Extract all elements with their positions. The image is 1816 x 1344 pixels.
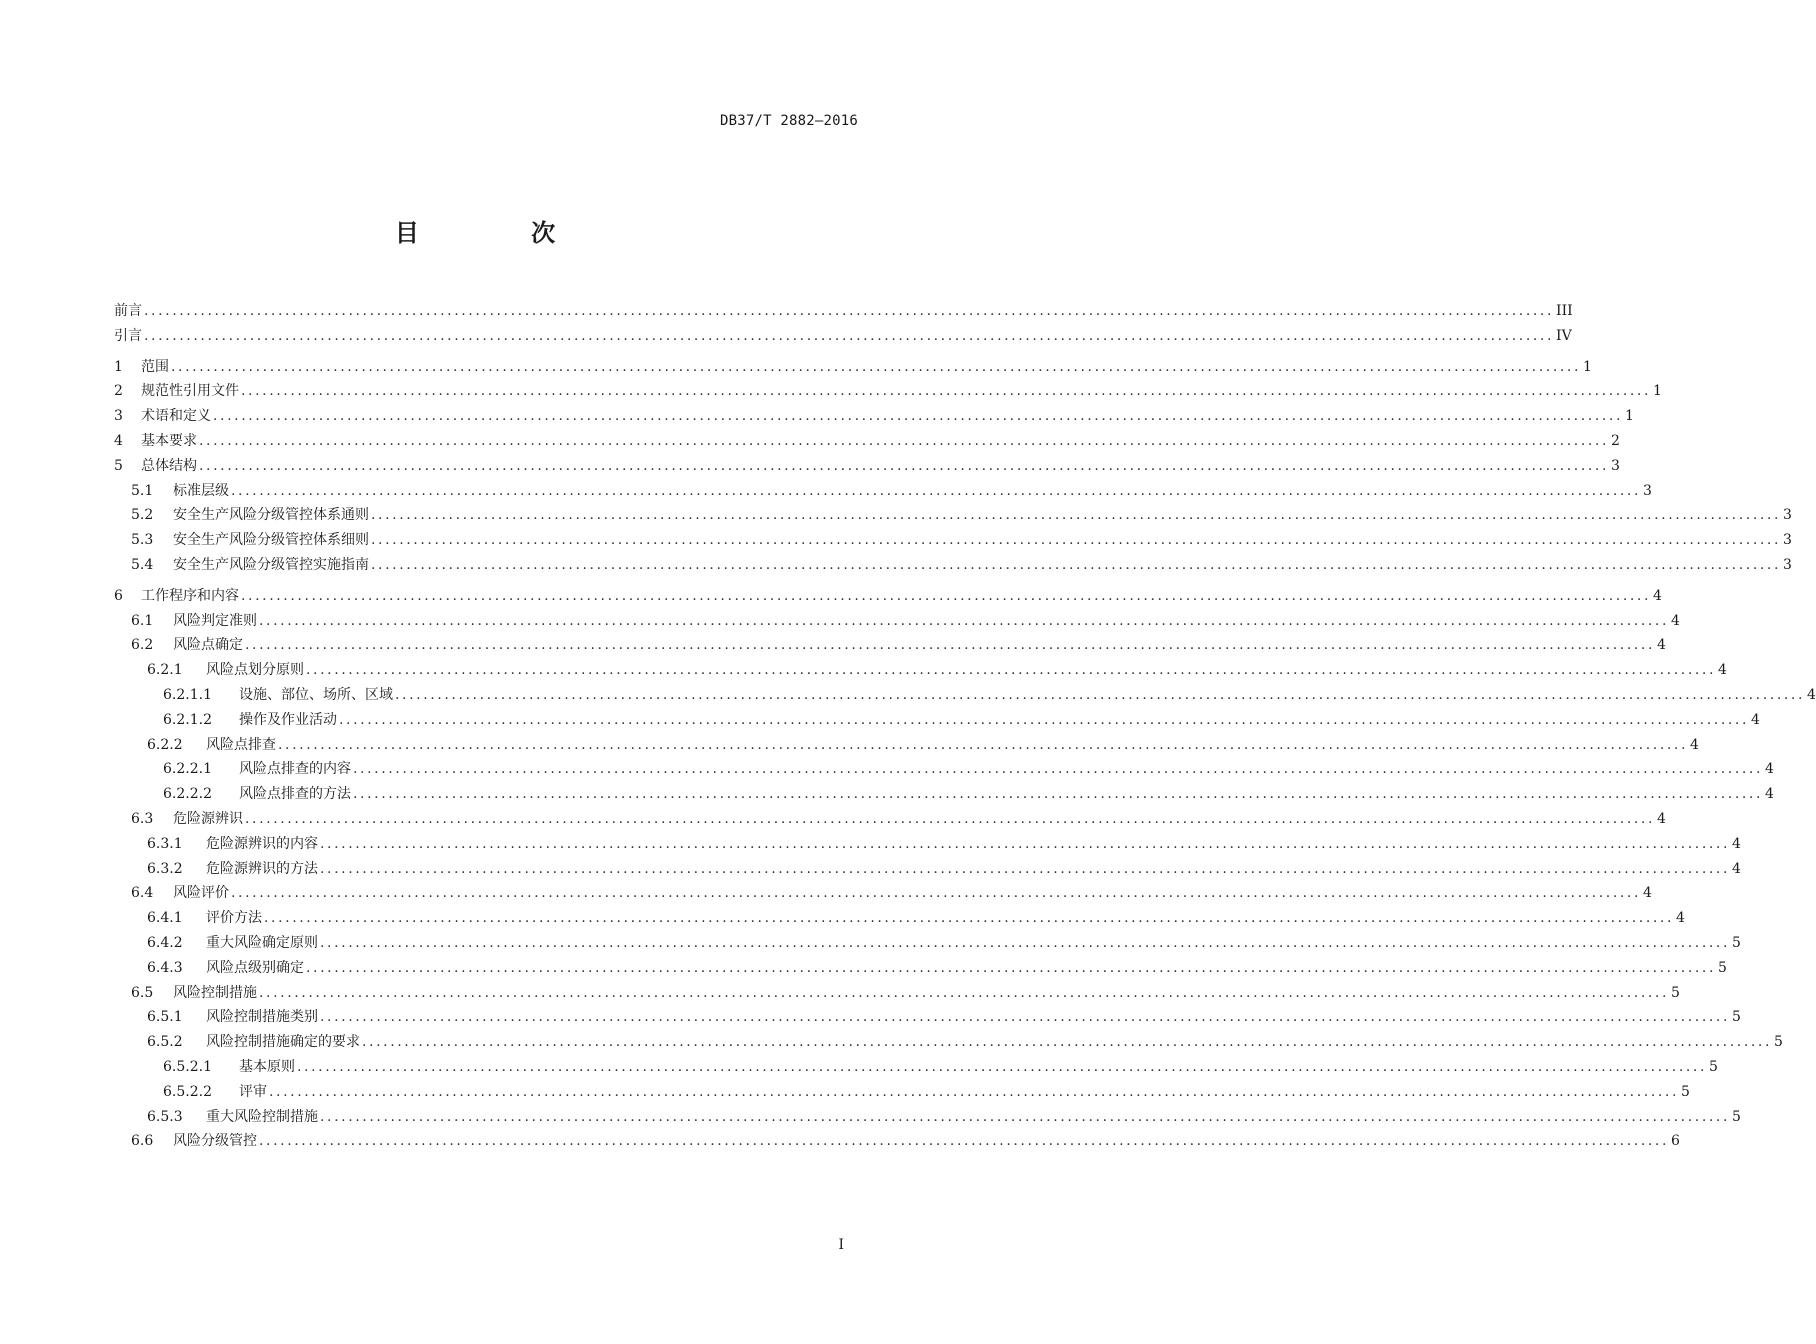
toc-dot-leader: ........................................................................................................................................................................................................ <box>231 885 1642 902</box>
toc-entry-number: 1 <box>114 358 123 375</box>
toc-entry[interactable] <box>114 734 1699 759</box>
toc-entry-page: 4 <box>1732 835 1741 852</box>
toc-entry-number: 6.4 <box>131 885 154 902</box>
toc-entry[interactable] <box>114 758 1774 783</box>
toc-entry-page: 4 <box>1765 786 1774 803</box>
toc-entry-number: 6.1 <box>131 612 154 629</box>
toc-entry-title: 风险判定准则 <box>173 612 257 629</box>
toc-dot-leader: ........................................................................................................................................................................................................ <box>199 432 1610 449</box>
toc-dot-leader: ........................................................................................................................................................................................................ <box>245 637 1656 654</box>
toc-entry[interactable] <box>114 325 1572 350</box>
toc-entry-number: 5.3 <box>131 532 154 549</box>
toc-entry[interactable] <box>114 405 1634 430</box>
toc-entry-number: 6.2.1.2 <box>163 711 212 728</box>
toc-entry-page: 5 <box>1709 1058 1718 1075</box>
toc-entry-page: 5 <box>1774 1034 1783 1051</box>
toc-entry-page: 5 <box>1732 934 1741 951</box>
toc-entry-number: 6.5.2.1 <box>163 1058 212 1075</box>
toc-entry-number: 6.5.2 <box>147 1034 183 1051</box>
toc-entry-title: 风险点排查 <box>206 736 276 753</box>
toc-entry[interactable] <box>114 957 1727 982</box>
toc-entry-number: 6.5.3 <box>147 1108 183 1125</box>
toc-dot-leader: ........................................................................................................................................................................................................ <box>278 736 1689 753</box>
toc-entry[interactable] <box>114 356 1592 381</box>
toc-entry-title: 风险点排查的方法 <box>239 786 351 803</box>
toc-entry-page: 4 <box>1690 736 1699 753</box>
toc-entry-page: 3 <box>1783 556 1792 573</box>
toc-entry-number: 6.4.2 <box>147 934 183 951</box>
toc-entry-title: 危险源辨识 <box>173 810 243 827</box>
toc-entry-page: 1 <box>1583 358 1592 375</box>
toc-entry-title: 风险控制措施类别 <box>206 1009 318 1026</box>
toc-entry[interactable] <box>114 907 1685 932</box>
toc-entry[interactable] <box>114 932 1741 957</box>
toc-entry[interactable] <box>114 882 1652 907</box>
toc-entry-page: 4 <box>1657 810 1666 827</box>
toc-entry[interactable] <box>114 1106 1741 1131</box>
toc-entry-number: 5.4 <box>131 556 154 573</box>
toc-dot-leader: ........................................................................................................................................................................................................ <box>171 358 1582 375</box>
toc-dot-leader: ........................................................................................................................................................................................................ <box>371 532 1782 549</box>
toc-entry-title: 术语和定义 <box>141 408 211 425</box>
toc-entry[interactable] <box>114 300 1573 325</box>
toc-entry-title: 风险点排查的内容 <box>239 761 351 778</box>
toc-entry[interactable] <box>114 1031 1783 1056</box>
toc-entry-page: 1 <box>1653 383 1662 400</box>
toc-dot-leader: ........................................................................................................................................................................................................ <box>144 303 1555 319</box>
toc-entry-page: 4 <box>1718 662 1727 679</box>
toc-entry-page: 4 <box>1671 612 1680 629</box>
toc-entry-title: 安全生产风险分级管控实施指南 <box>173 556 369 573</box>
toc-entry-title: 危险源辨识的方法 <box>206 860 318 877</box>
toc-entry-page: 4 <box>1643 885 1652 902</box>
toc-entry[interactable] <box>114 808 1666 833</box>
toc-entry-number: 6.4.1 <box>147 910 183 927</box>
toc-entry-number: 6.6 <box>131 1133 154 1150</box>
toc-entry-number: 6.3.1 <box>147 835 183 852</box>
toc-entry-number: 5.2 <box>131 507 154 524</box>
toc-entry[interactable] <box>114 585 1662 610</box>
toc-entry-page: 4 <box>1765 761 1774 778</box>
toc-dot-leader: ........................................................................................................................................................................................................ <box>259 1133 1670 1150</box>
toc-dot-leader: ........................................................................................................................................................................................................ <box>306 662 1717 679</box>
toc-entry[interactable] <box>114 783 1774 808</box>
toc-dot-leader: ........................................................................................................................................................................................................ <box>297 1058 1708 1075</box>
toc-entry-page: 4 <box>1657 637 1666 654</box>
toc-entry-title: 评价方法 <box>206 910 262 927</box>
toc-entry-number: 6 <box>114 587 123 604</box>
toc-list <box>114 300 1816 1155</box>
toc-entry-page: 5 <box>1718 959 1727 976</box>
toc-entry-title: 风险点确定 <box>173 637 243 654</box>
toc-entry-page: 4 <box>1676 910 1685 927</box>
toc-entry-page: 5 <box>1732 1108 1741 1125</box>
toc-dot-leader: ........................................................................................................................................................................................................ <box>320 860 1731 877</box>
toc-entry-title: 危险源辨识的内容 <box>206 835 318 852</box>
toc-dot-leader: ........................................................................................................................................................................................................ <box>231 482 1642 499</box>
toc-entry-number: 6.2.2.2 <box>163 786 212 803</box>
toc-entry[interactable] <box>114 455 1620 480</box>
toc-entry[interactable] <box>114 610 1680 635</box>
toc-entry-number: 6.3.2 <box>147 860 183 877</box>
toc-entry-title: 前言 <box>114 303 142 319</box>
toc-dot-leader: ........................................................................................................................................................................................................ <box>241 383 1652 400</box>
toc-dot-leader: ........................................................................................................................................................................................................ <box>371 507 1782 524</box>
toc-entry-number: 6.5 <box>131 984 154 1001</box>
toc-entry-title: 安全生产风险分级管控体系细则 <box>173 532 369 549</box>
toc-entry[interactable] <box>114 430 1620 455</box>
toc-dot-leader: ........................................................................................................................................................................................................ <box>259 984 1670 1001</box>
toc-entry-title: 风险控制措施确定的要求 <box>206 1034 360 1051</box>
toc-dot-leader: ........................................................................................................................................................................................................ <box>353 786 1764 803</box>
toc-dot-leader: ........................................................................................................................................................................................................ <box>213 408 1624 425</box>
toc-entry-title: 重大风险控制措施 <box>206 1108 318 1125</box>
toc-entry-page: 1 <box>1625 408 1634 425</box>
toc-entry-number: 6.5.1 <box>147 1009 183 1026</box>
toc-dot-leader: ........................................................................................................................................................................................................ <box>320 934 1731 951</box>
toc-dot-leader: ........................................................................................................................................................................................................ <box>371 556 1782 573</box>
toc-entry-page: 4 <box>1732 860 1741 877</box>
toc-dot-leader: ........................................................................................................................................................................................................ <box>320 835 1731 852</box>
toc-dot-leader: ........................................................................................................................................................................................................ <box>269 1083 1680 1100</box>
toc-entry[interactable] <box>114 634 1666 659</box>
toc-dot-leader: ........................................................................................................................................................................................................ <box>259 612 1670 629</box>
toc-dot-leader: ........................................................................................................................................................................................................ <box>241 587 1652 604</box>
toc-entry[interactable] <box>114 504 1792 529</box>
toc-dot-leader: ........................................................................................................................................................................................................ <box>320 1009 1731 1026</box>
toc-entry[interactable] <box>114 1056 1718 1081</box>
toc-entry[interactable] <box>114 858 1741 883</box>
toc-entry-title: 设施、部位、场所、区域 <box>239 686 393 703</box>
toc-entry[interactable] <box>114 529 1792 554</box>
toc-entry-page: 4 <box>1751 711 1760 728</box>
toc-entry-number: 2 <box>114 383 123 400</box>
toc-dot-leader: ........................................................................................................................................................................................................ <box>320 1108 1731 1125</box>
toc-entry-title: 基本原则 <box>239 1058 295 1075</box>
toc-entry[interactable] <box>114 833 1741 858</box>
toc-entry-number: 6.3 <box>131 810 154 827</box>
toc-entry-title: 评审 <box>239 1083 267 1100</box>
toc-entry-page: 5 <box>1681 1083 1690 1100</box>
toc-dot-leader: ........................................................................................................................................................................................................ <box>144 327 1555 344</box>
toc-entry[interactable] <box>114 1130 1680 1155</box>
toc-entry-title: 操作及作业活动 <box>239 711 337 728</box>
toc-entry-title: 基本要求 <box>141 432 197 449</box>
toc-entry-title: 风险评价 <box>173 885 229 902</box>
toc-title: 目 次 <box>394 219 608 247</box>
toc-entry-number: 4 <box>114 432 123 449</box>
toc-entry-title: 风险分级管控 <box>173 1133 257 1150</box>
toc-entry-title: 风险点级别确定 <box>206 959 304 976</box>
toc-entry-title: 总体结构 <box>141 457 197 474</box>
page-number: I <box>838 1237 844 1253</box>
toc-entry-title: 引言 <box>114 327 142 344</box>
toc-entry-page: 3 <box>1783 532 1792 549</box>
toc-entry[interactable] <box>114 709 1760 734</box>
toc-dot-leader: ........................................................................................................................................................................................................ <box>362 1034 1773 1051</box>
toc-entry-page: 5 <box>1671 984 1680 1001</box>
toc-entry-number: 6.5.2.2 <box>163 1083 212 1100</box>
toc-dot-leader: ........................................................................................................................................................................................................ <box>395 686 1806 703</box>
toc-dot-leader: ........................................................................................................................................................................................................ <box>339 711 1750 728</box>
toc-entry[interactable] <box>114 554 1792 579</box>
toc-entry-page: 4 <box>1653 587 1662 604</box>
toc-dot-leader: ........................................................................................................................................................................................................ <box>353 761 1764 778</box>
toc-entry-page: 5 <box>1732 1009 1741 1026</box>
toc-entry-page: 3 <box>1611 457 1620 474</box>
toc-entry-title: 规范性引用文件 <box>141 383 239 400</box>
standard-code: DB37/T 2882—2016 <box>719 113 858 129</box>
toc-entry-title: 范围 <box>141 358 169 375</box>
toc-entry-page: III <box>1556 303 1573 319</box>
toc-entry-number: 6.2.2 <box>147 736 183 753</box>
toc-entry-number: 6.2.2.1 <box>163 761 212 778</box>
toc-entry-title: 风险点划分原则 <box>206 662 304 679</box>
toc-dot-leader: ........................................................................................................................................................................................................ <box>199 457 1610 474</box>
toc-entry-number: 5 <box>114 457 123 474</box>
toc-dot-leader: ........................................................................................................................................................................................................ <box>264 910 1675 927</box>
toc-entry-number: 6.2.1 <box>147 662 183 679</box>
toc-entry-page: 6 <box>1671 1133 1680 1150</box>
toc-entry-page: 3 <box>1783 507 1792 524</box>
toc-entry[interactable] <box>114 982 1680 1007</box>
toc-entry-page: 2 <box>1611 432 1620 449</box>
toc-entry-number: 6.2.1.1 <box>163 686 212 703</box>
toc-entry[interactable] <box>114 1006 1741 1031</box>
toc-entry[interactable] <box>114 380 1662 405</box>
toc-entry-number: 5.1 <box>131 482 154 499</box>
toc-entry-number: 6.2 <box>131 637 154 654</box>
toc-entry-number: 3 <box>114 408 123 425</box>
toc-entry-title: 工作程序和内容 <box>141 587 239 604</box>
toc-entry-title: 安全生产风险分级管控体系通则 <box>173 507 369 524</box>
toc-entry[interactable] <box>114 1081 1690 1106</box>
toc-entry[interactable] <box>114 480 1652 505</box>
toc-entry[interactable] <box>114 684 1816 709</box>
toc-entry-title: 重大风险确定原则 <box>206 934 318 951</box>
toc-entry-page: 4 <box>1807 686 1816 703</box>
toc-entry-page: IV <box>1556 327 1572 344</box>
toc-dot-leader: ........................................................................................................................................................................................................ <box>245 810 1656 827</box>
toc-entry[interactable] <box>114 659 1727 684</box>
toc-entry-number: 6.4.3 <box>147 959 183 976</box>
toc-entry-title: 风险控制措施 <box>173 984 257 1001</box>
toc-entry-page: 3 <box>1643 482 1652 499</box>
toc-entry-title: 标准层级 <box>173 482 229 499</box>
toc-dot-leader: ........................................................................................................................................................................................................ <box>306 959 1717 976</box>
